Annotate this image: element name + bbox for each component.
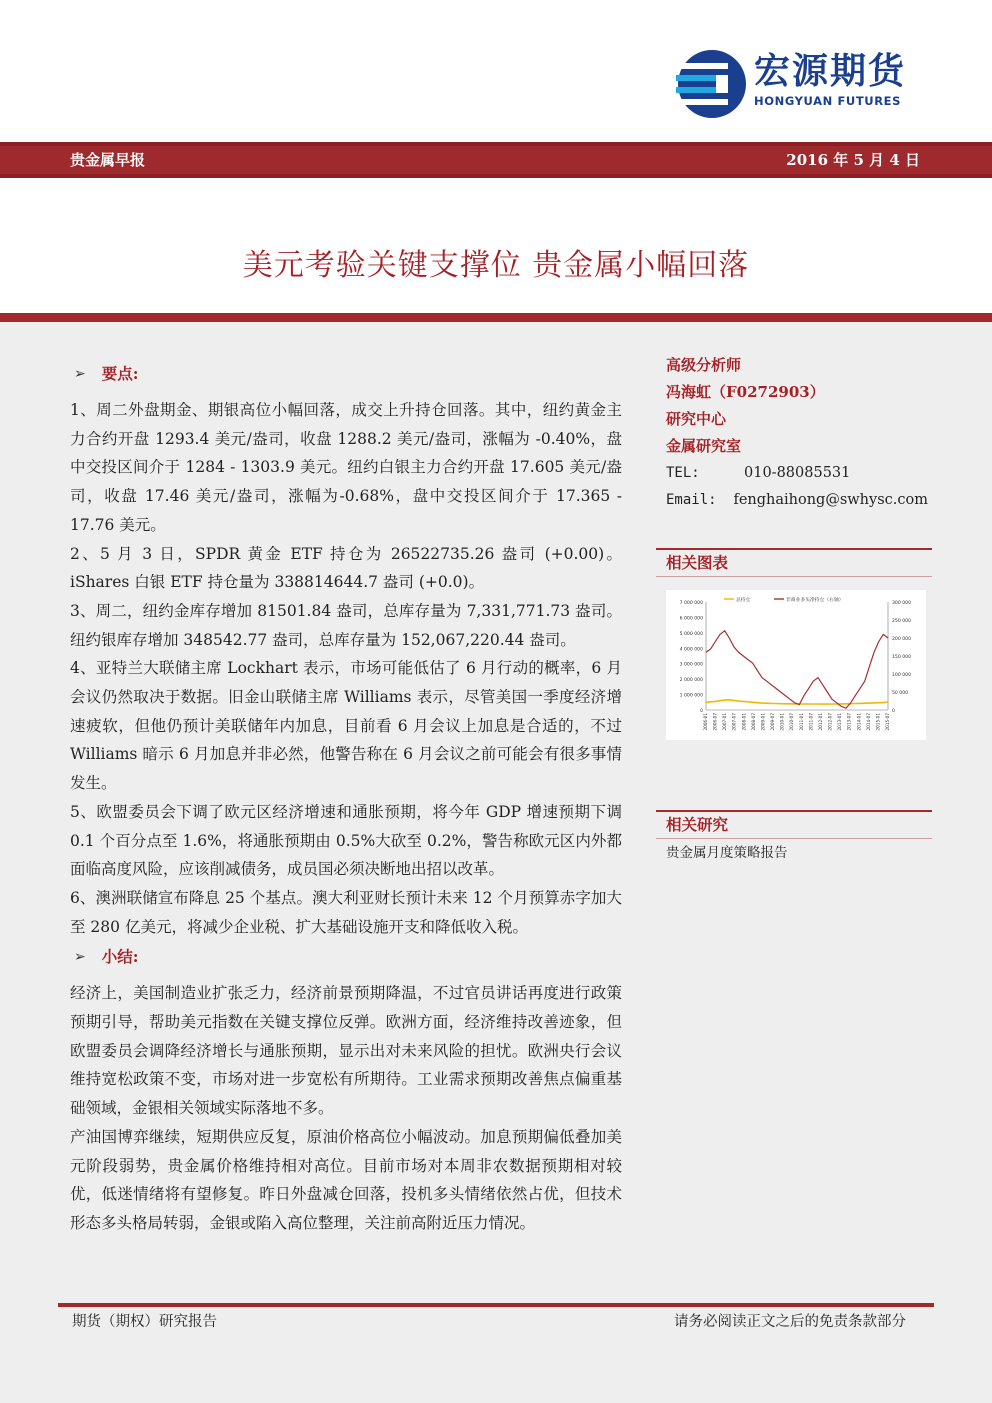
x-tick-label: 2013-01 <box>837 713 843 731</box>
email-label: Email: <box>666 492 717 508</box>
point-6: 6、澳洲联储宣布降息 25 个基点。澳大利亚财长预计未来 12 个月预算赤字加大至 280 亿美元，将减少企业税、扩大基础设施开支和降低收入税。 <box>70 888 622 936</box>
section-heading-points <box>74 358 622 390</box>
x-tick-label: 2008-01 <box>741 713 747 731</box>
research-section-label: 相关研究 <box>666 815 729 834</box>
summary-2: 产油国博弈继续，短期供应反复，原油价格高位小幅波动。加息预期偏低叠加美元阶段弱势，贵金属价格维持相对高位。目前市场对本周非农数据预期相对较优，低迷情绪将有望修复。昨日外盘减仓回落，投机多头情绪依然占优，但技术形态多头格局转弱，金银或陷入高位整理，关注前高附近压力情况。 <box>70 1127 622 1232</box>
research-section-heading <box>656 810 932 839</box>
title-divider <box>0 313 992 322</box>
page-title: 美元考验关键支撑位 贵金属小幅回落 <box>242 248 750 283</box>
summary-1: 经济上，美国制造业扩张乏力，经济前景预期降温，不过官员讲话再度进行政策预期引导，帮助美元指数在关键支撑位反弹。欧洲方面，经济维持改善迹象，但欧盟委员会调降经济增长与通胀预期，显示出对未来风险的担忧。欧洲央行会议维持宽松政策不变，市场对进一步宽松有所期待。工业需求预期改善焦点偏重基础领域，金银相关领域实际落地不多。 <box>70 984 622 1118</box>
y-left-tick-label: 7 000 000 <box>679 601 703 606</box>
x-tick-label: 2007-01 <box>722 713 728 731</box>
analyst-info <box>666 352 928 514</box>
y-right-tick-label: 250 000 <box>892 619 911 624</box>
related-research-item[interactable]: 贵金属月度策略报告 <box>666 845 788 861</box>
company-logo <box>672 44 752 124</box>
analyst-role: 高级分析师 <box>666 356 742 374</box>
chart-section-heading <box>656 548 932 577</box>
y-left-tick-label: 3 000 000 <box>679 662 703 668</box>
x-tick-label: 2010-01 <box>779 713 785 731</box>
report-type: 贵金属早报 <box>70 151 146 169</box>
point-2: 2、5 月 3 日，SPDR 黄金 ETF 持仓为 26522735.26 盎司 (+0.00)。iShares 白银 ETF 持仓量为 338814644.7 盎司 (+0.0)。 <box>70 544 622 592</box>
y-right-tick-label: 0 <box>892 709 895 714</box>
y-right-tick-label: 150 000 <box>892 655 911 660</box>
y-left-tick-label: 5 000 000 <box>679 631 703 637</box>
y-right-tick-label: 50 000 <box>892 691 909 696</box>
analyst-subdept: 金属研究室 <box>666 437 742 455</box>
y-right-tick-label: 300 000 <box>892 601 911 606</box>
x-tick-label: 2007-07 <box>731 713 737 731</box>
x-tick-label: 2008-07 <box>750 713 756 731</box>
x-tick-label: 2006-07 <box>712 713 718 731</box>
x-tick-label: 2011-07 <box>808 713 814 731</box>
logo-en: HONGYUAN FUTURES <box>754 94 902 108</box>
position-chart <box>666 590 926 740</box>
x-tick-label: 2014-07 <box>865 713 871 731</box>
point-1: 1、周二外盘期金、期银高位小幅回落，成交上升持仓回落。其中，纽约黄金主力合约开盘 1293.4 美元/盎司，收盘 1288.2 美元/盎司，涨幅为 -0.40%，盘中交投区间介于 1284 - 1303.9 美元。纽约白银主力合约开盘 17.605 美元/盎司，收盘 17.46 美元/盎司，涨幅为-0.68%，盘中交投区间介于 17.365 - 17.76 美元。 <box>70 401 622 534</box>
x-tick-label: 2010-07 <box>789 713 795 731</box>
y-left-tick-label: 2 000 000 <box>679 678 703 684</box>
main-column <box>70 358 622 1238</box>
analyst-dept: 研究中心 <box>666 410 727 428</box>
point-5: 5、欧盟委员会下调了欧元区经济增速和通胀预期，将今年 GDP 增速预期下调 0.1 个百分点至 1.6%，将通胀预期由 0.5%大砍至 0.2%，警告称欧元区内外都面临高度风险，应该削减债务，成员国必须决断地出招以改革。 <box>70 802 622 879</box>
section-label: 要点 <box>101 363 133 383</box>
footer-report-type: 期货（期权）研究报告 <box>72 1314 217 1330</box>
arrow-icon: ➢ <box>74 949 86 965</box>
y-right-tick-label: 100 000 <box>892 673 911 678</box>
y-left-tick-label: 0 <box>700 709 703 714</box>
x-tick-label: 2011-01 <box>798 713 804 731</box>
logo-text <box>754 50 906 108</box>
x-tick-label: 2006-01 <box>703 713 708 731</box>
point-3: 3、周二，纽约金库存增加 81501.84 盎司，总库存量为 7,331,771.73 盎司。纽约银库存增加 348542.77 盎司，总库存量为 152,067,220.44 盎司。 <box>70 601 622 649</box>
legend-label-0: 总持仓 <box>736 598 751 603</box>
y-left-tick-label: 1 000 000 <box>679 693 703 699</box>
logo-cn: 宏源期货 <box>754 51 907 92</box>
x-tick-label: 2009-07 <box>770 713 776 731</box>
email-value[interactable]: fenghaihong@swhysc.com <box>733 492 928 508</box>
y-left-tick-label: 6 000 000 <box>679 616 703 622</box>
legend-label-1: 非商业多头净持仓（右轴） <box>786 598 844 603</box>
section-label: 小结 <box>101 947 133 966</box>
tel-label: TEL: <box>666 465 700 481</box>
tel-value: 010-88085531 <box>744 465 851 481</box>
section-colon: : <box>132 363 139 383</box>
email-row <box>666 487 928 514</box>
series-line-1 <box>706 631 888 708</box>
arrow-icon: ➢ <box>74 365 86 382</box>
chart-svg <box>666 590 926 740</box>
section-colon: : <box>132 947 139 966</box>
footer-disclaimer: 请务必阅读正文之后的免责条款部分 <box>674 1314 906 1330</box>
tel-row <box>666 460 928 487</box>
report-date: 2016 年 5 月 4 日 <box>786 151 920 169</box>
x-tick-label: 2012-01 <box>817 713 823 731</box>
x-tick-label: 2009-01 <box>760 713 766 731</box>
point-4: 4、亚特兰大联储主席 Lockhart 表示，市场可能低估了 6 月行动的概率，6 月会议仍然取决于数据。旧金山联储主席 Williams 表示，尽管美国一季度经济增速疲软，但他仍预计美联储年内加息，目前看 6 月会议上加息是合适的，不过 Williams 暗示 6 月加息并非必然，他警告称在 6 月会议之前可能会有很多事情发生。 <box>70 659 622 793</box>
chart-section-label: 相关图表 <box>666 553 729 572</box>
footer-divider <box>58 1303 934 1307</box>
x-tick-label: 2015-07 <box>885 713 890 731</box>
x-tick-label: 2014-01 <box>856 713 862 731</box>
section-heading-summary <box>74 941 622 973</box>
analyst-name: 冯海虹（F0272903） <box>666 383 825 401</box>
x-tick-label: 2013-07 <box>846 713 852 731</box>
x-tick-label: 2015-01 <box>875 713 881 731</box>
y-right-tick-label: 200 000 <box>892 637 911 642</box>
x-tick-label: 2012-07 <box>827 713 833 731</box>
y-left-tick-label: 4 000 000 <box>679 647 703 653</box>
